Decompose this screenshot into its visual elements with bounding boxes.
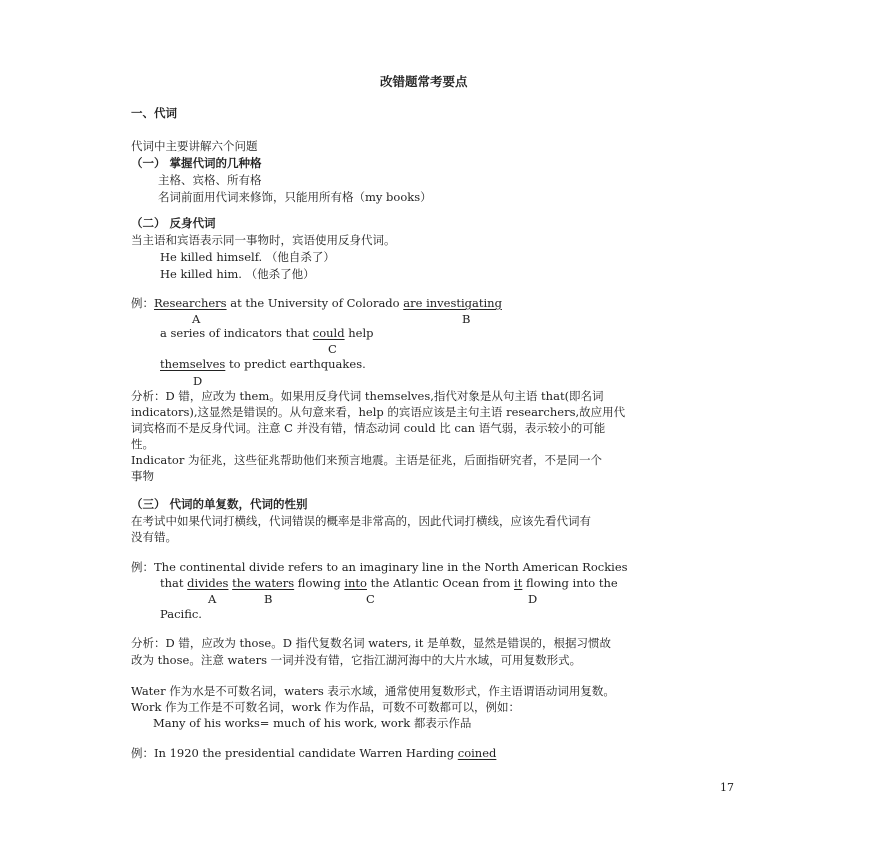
example-line <box>160 326 374 340</box>
text-line: 主格、宾格、所有格 <box>158 173 262 187</box>
example-text: that <box>160 576 188 590</box>
underlined-option-b: the waters <box>232 576 295 590</box>
text-line: 在考试中如果代词打横线，代词错误的概率是非常高的，因此代词打横线，应该先看代词有 <box>131 514 591 528</box>
underlined-option-d: it <box>514 576 523 590</box>
option-mark-d: D <box>528 592 538 606</box>
example-prefix: 例： <box>131 746 154 760</box>
page-title: 改错题常考要点 <box>380 74 468 89</box>
example-line <box>131 296 502 310</box>
option-mark-d: D <box>193 374 203 388</box>
underlined-option-a: divides <box>187 576 229 590</box>
example-text: a series of indicators that <box>160 326 313 340</box>
example-line <box>131 746 496 760</box>
analysis-line: indicators),这显然是错误的。从句意来看，help 的宾语应该是主句主语 researchers,故应用代 <box>131 405 626 419</box>
text-line: Work 作为工作是不可数名词，work 作为作品，可数不可数都可以，例如： <box>131 700 520 714</box>
example-text: the Atlantic Ocean from <box>366 576 515 590</box>
analysis-line: 分析：D 错，应改为 them。如果用反身代词 themselves,指代对象是从句主语 that(即名词 <box>131 389 604 403</box>
section-heading: 一、代词 <box>131 106 177 120</box>
example-text: to predict earthquakes. <box>225 357 366 371</box>
option-mark-a: A <box>192 312 201 326</box>
example-line <box>160 357 366 371</box>
option-mark-b: B <box>462 312 471 326</box>
example-sentence: He killed him. （他杀了他） <box>160 267 315 281</box>
analysis-line: 性。 <box>131 437 154 451</box>
example-prefix: 例： <box>131 560 154 574</box>
underlined-option-b: are investigating <box>403 296 502 310</box>
analysis-line: 事物 <box>131 469 154 483</box>
example-line <box>160 576 618 590</box>
text-line: 没有错。 <box>131 530 177 544</box>
text-line: Water 作为水是不可数名词，waters 表示水域，通常使用复数形式，作主语谓语动词用复数。 <box>131 684 615 698</box>
section-intro: 代词中主要讲解六个问题 <box>131 139 258 153</box>
analysis-line: 改为 those。注意 waters 一词并没有错，它指江湖河海中的大片水域，可用复数形式。 <box>131 653 582 667</box>
analysis-line: 分析：D 错，应改为 those。D 指代复数名词 waters, it 是单数，显然是错误的，根据习惯故 <box>131 636 612 650</box>
example-text: In 1920 the presidential candidate Warren Harding <box>154 746 458 760</box>
text-line: 名词前面用代词来修饰，只能用所有格（my books） <box>158 190 432 204</box>
underlined-option-a: coined <box>457 746 497 760</box>
underlined-option-a: Researchers <box>154 296 227 310</box>
underlined-option-c: into <box>344 576 367 590</box>
subsection-heading: （二） 反身代词 <box>131 216 216 230</box>
example-sentence: Many of his works= much of his work, work 都表示作品 <box>153 716 472 730</box>
subsection-heading: （三） 代词的单复数，代词的性别 <box>131 497 308 511</box>
example-text: flowing into the <box>522 576 618 590</box>
subsection-heading: （一） 掌握代词的几种格 <box>131 156 262 170</box>
text-line: 当主语和宾语表示同一事物时，宾语使用反身代词。 <box>131 233 396 247</box>
example-text: at the University of Colorado <box>226 296 404 310</box>
analysis-line: 词宾格而不是反身代词。注意 C 并没有错，情态动词 could 比 can 语气弱，表示较小的可能 <box>131 421 606 435</box>
example-sentence: He killed himself. （他自杀了） <box>160 250 335 264</box>
analysis-line: Indicator 为征兆，这些征兆帮助他们来预言地震。主语是征兆，后面指研究者，不是同一个 <box>131 453 602 467</box>
option-mark-b: B <box>264 592 273 606</box>
underlined-option-c: could <box>312 326 345 340</box>
page-number: 17 <box>720 781 734 794</box>
example-text: help <box>344 326 374 340</box>
example-line: Pacific. <box>160 607 202 621</box>
option-mark-c: C <box>366 592 375 606</box>
option-mark-c: C <box>328 342 337 356</box>
example-prefix: 例： <box>131 296 154 310</box>
example-text: The continental divide refers to an imaginary line in the North American Rockies <box>154 560 628 574</box>
example-line <box>131 560 628 574</box>
option-mark-a: A <box>208 592 217 606</box>
underlined-option-d: themselves <box>160 357 226 371</box>
example-text: flowing <box>294 576 345 590</box>
